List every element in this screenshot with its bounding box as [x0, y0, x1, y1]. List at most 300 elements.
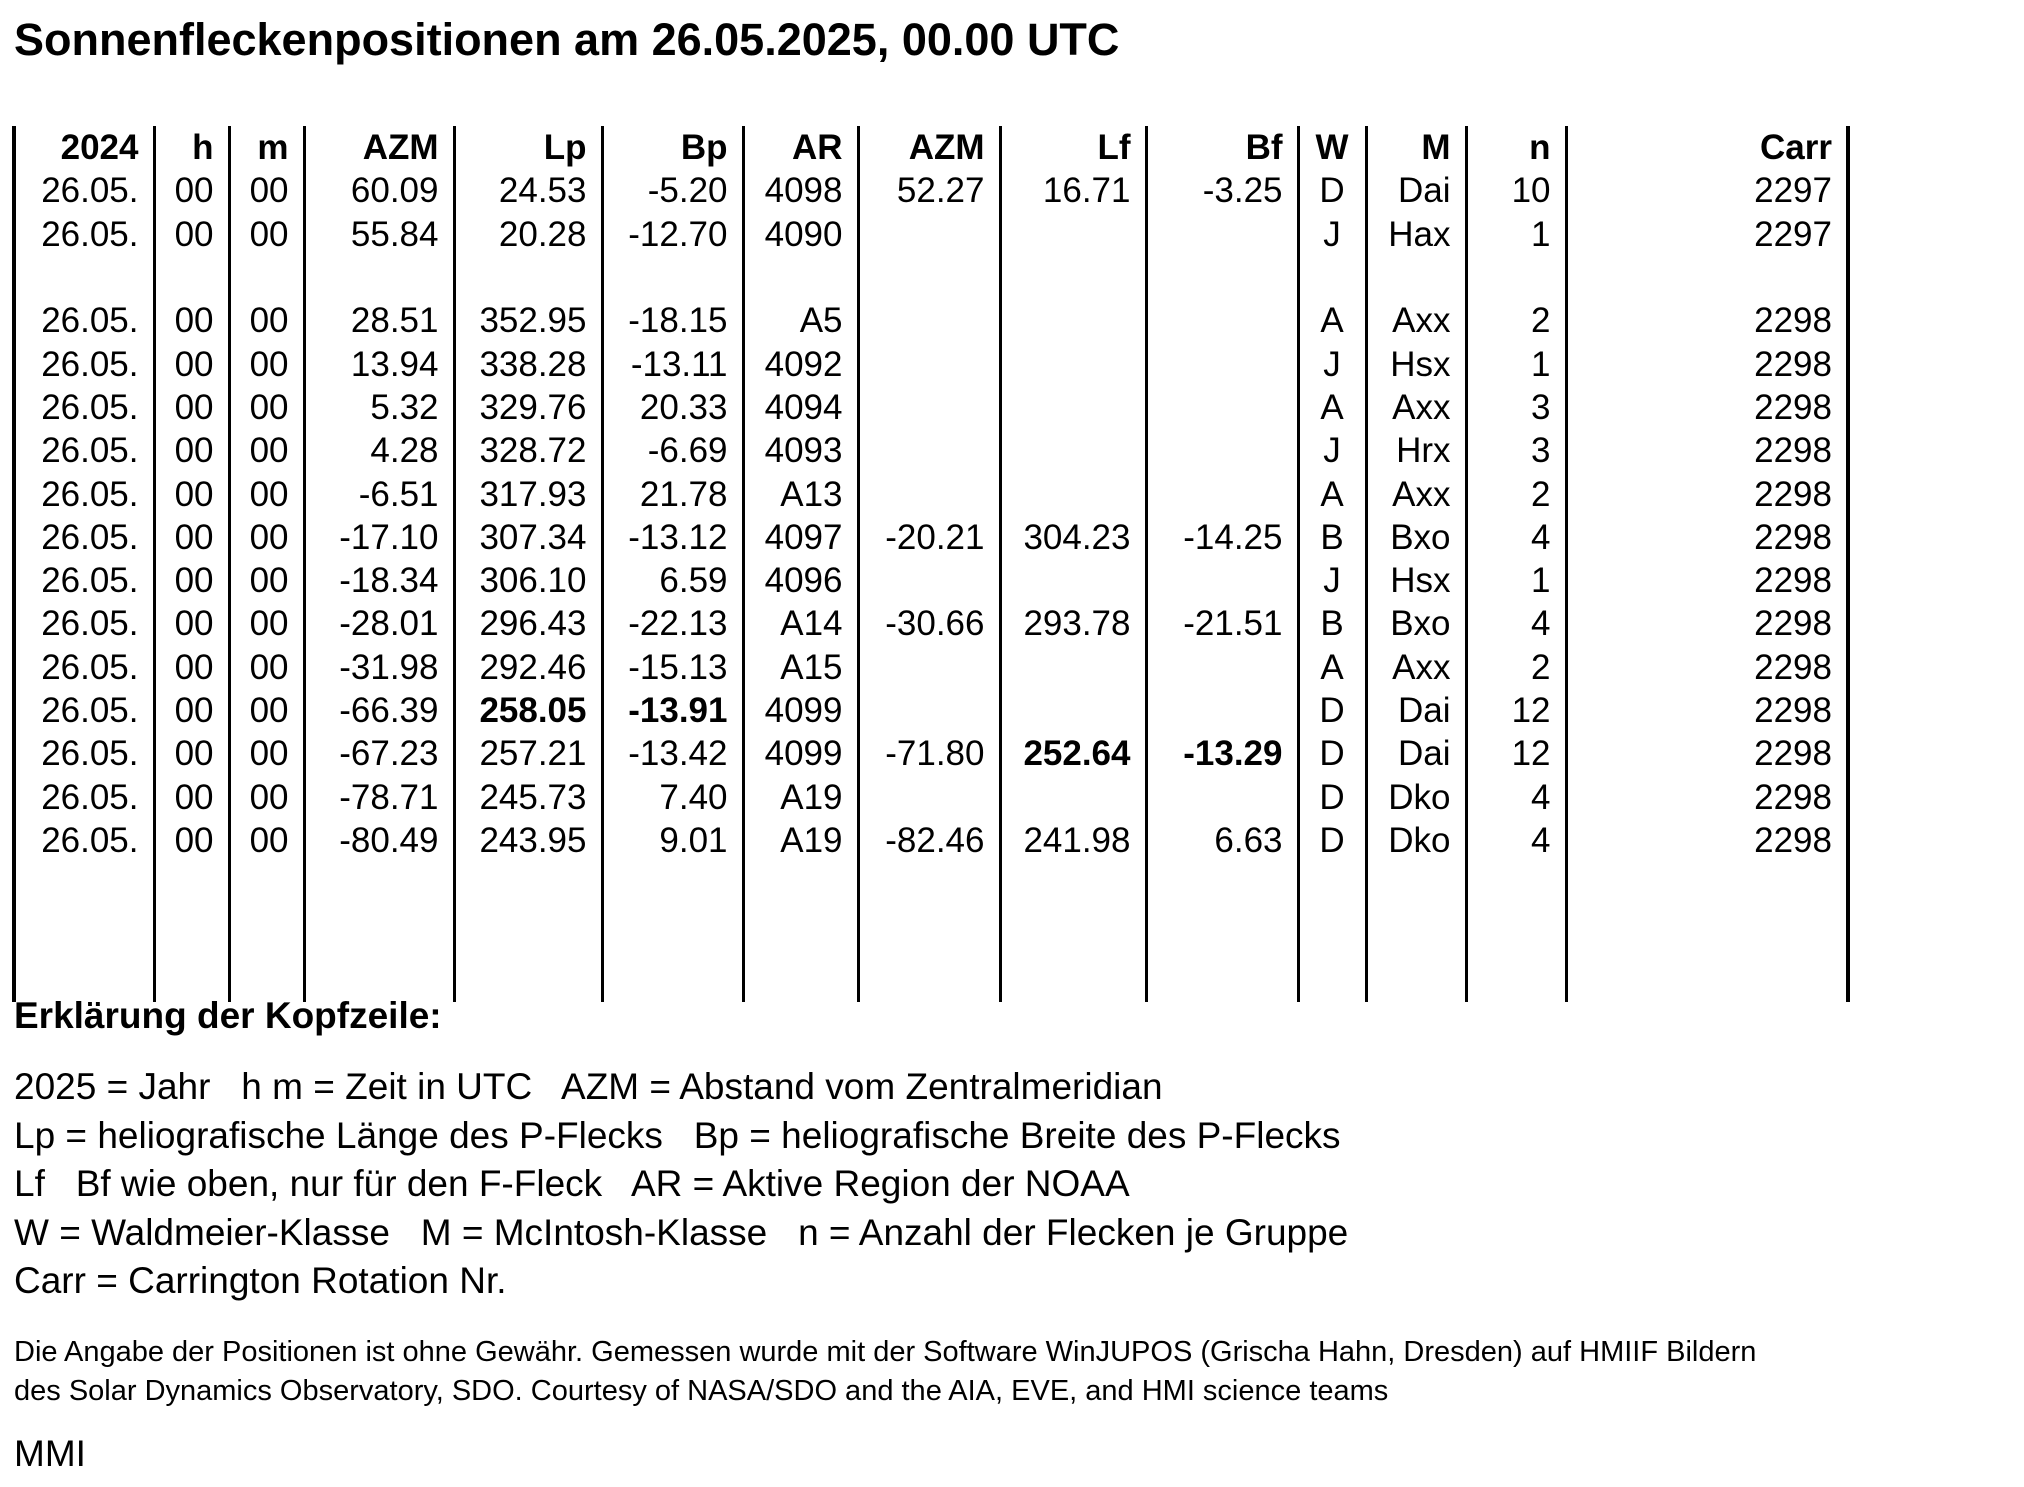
table-cell: Hrx [1366, 429, 1466, 472]
table-header-row [14, 126, 1864, 169]
table-cell: 2 [1466, 299, 1566, 342]
table-cell [1146, 775, 1298, 818]
table-cell: 26.05. [14, 689, 154, 732]
table-cell: 12 [1466, 689, 1566, 732]
table-cell [1146, 559, 1298, 602]
table-cell: -5.20 [602, 169, 743, 212]
table-cell [1466, 862, 1566, 1002]
table-cell: 2298 [1566, 602, 1848, 645]
table-cell: -13.91 [602, 689, 743, 732]
table-cell: 00 [229, 299, 304, 342]
table-cell [1848, 862, 1864, 1002]
table-cell [14, 256, 154, 299]
table-cell: 2298 [1566, 299, 1848, 342]
table-cell: -80.49 [304, 819, 454, 862]
table-cell: 00 [229, 732, 304, 775]
table-cell: 00 [229, 602, 304, 645]
legend-line: 2025 = Jahr h m = Zeit in UTC AZM = Abstand vom Zentralmeridian [14, 1066, 1163, 1107]
table-cell: 4 [1466, 819, 1566, 862]
note-line: des Solar Dynamics Observatory, SDO. Courtesy of NASA/SDO and the AIA, EVE, and HMI science teams [14, 1375, 1389, 1407]
table-cell [1000, 299, 1146, 342]
table-right-border [1848, 775, 1864, 818]
table-cell: -18.15 [602, 299, 743, 342]
table-cell: 4099 [743, 689, 858, 732]
table-cell: 293.78 [1000, 602, 1146, 645]
table-cell: A19 [743, 775, 858, 818]
table-cell: 2298 [1566, 342, 1848, 385]
table-right-border [1848, 732, 1864, 775]
table-cell: 26.05. [14, 213, 154, 256]
table-cell: -13.29 [1146, 732, 1298, 775]
table-cell: -6.51 [304, 472, 454, 515]
table-cell [1146, 472, 1298, 515]
table-cell: -78.71 [304, 775, 454, 818]
table-cell: -18.34 [304, 559, 454, 602]
table-cell: -22.13 [602, 602, 743, 645]
legend [14, 1063, 1348, 1306]
table-cell: 252.64 [1000, 732, 1146, 775]
table-cell: 2298 [1566, 559, 1848, 602]
table-cell: 20.33 [602, 386, 743, 429]
table-cell: 20.28 [454, 213, 602, 256]
table-cell: 304.23 [1000, 516, 1146, 559]
table-cell [1146, 299, 1298, 342]
table-cell [1000, 775, 1146, 818]
table-cell [229, 862, 304, 1002]
table-cell [743, 862, 858, 1002]
table-cell: 26.05. [14, 559, 154, 602]
table-cell: 2298 [1566, 472, 1848, 515]
table-cell [1000, 646, 1146, 689]
sunspot-table [12, 126, 1864, 1002]
column-header: AZM [858, 126, 1000, 169]
column-header: h [154, 126, 229, 169]
table-right-border [1848, 819, 1864, 862]
legend-line: Lf Bf wie oben, nur für den F-Fleck AR = Aktive Region der NOAA [14, 1163, 1130, 1204]
column-header: Lf [1000, 126, 1146, 169]
table-cell: 329.76 [454, 386, 602, 429]
table-cell: 00 [229, 169, 304, 212]
table-right-border [1848, 299, 1864, 342]
table-cell [858, 386, 1000, 429]
table-cell: 4094 [743, 386, 858, 429]
table-row [14, 775, 1864, 818]
table-right-border [1848, 342, 1864, 385]
table-row [14, 559, 1864, 602]
table-cell: 2297 [1566, 213, 1848, 256]
table-cell: Dko [1366, 775, 1466, 818]
table-cell: Axx [1366, 299, 1466, 342]
table-cell: 2298 [1566, 646, 1848, 689]
table-cell: 00 [154, 689, 229, 732]
table-cell: 00 [154, 299, 229, 342]
table-cell: 4 [1466, 775, 1566, 818]
table-cell: 2298 [1566, 819, 1848, 862]
table-cell [602, 862, 743, 1002]
table-cell: -15.13 [602, 646, 743, 689]
table-cell: D [1298, 169, 1366, 212]
table-cell: 26.05. [14, 602, 154, 645]
table-cell: 6.59 [602, 559, 743, 602]
table-cell: D [1298, 689, 1366, 732]
table-cell: -13.12 [602, 516, 743, 559]
table-cell: 28.51 [304, 299, 454, 342]
table-cell: 317.93 [454, 472, 602, 515]
table-cell: Axx [1366, 472, 1466, 515]
table-cell: Dai [1366, 689, 1466, 732]
table-cell: Hsx [1366, 559, 1466, 602]
table-right-border [1848, 516, 1864, 559]
table-cell: 4093 [743, 429, 858, 472]
table-cell [454, 256, 602, 299]
table-cell: 352.95 [454, 299, 602, 342]
disclaimer-note [14, 1333, 1756, 1411]
table-cell [1366, 862, 1466, 1002]
table-cell: -13.11 [602, 342, 743, 385]
table-cell: Hsx [1366, 342, 1466, 385]
table-row [14, 386, 1864, 429]
table-cell: 00 [154, 472, 229, 515]
table-cell: 00 [154, 516, 229, 559]
table-right-border [1848, 126, 1864, 169]
table-cell: Axx [1366, 386, 1466, 429]
table-cell [454, 862, 602, 1002]
table-cell: A19 [743, 819, 858, 862]
legend-line: W = Waldmeier-Klasse M = McIntosh-Klasse n = Anzahl der Flecken je Gruppe [14, 1211, 1349, 1253]
table-cell: D [1298, 775, 1366, 818]
table-cell: 00 [154, 213, 229, 256]
table-cell: -31.98 [304, 646, 454, 689]
table-cell: 2 [1466, 646, 1566, 689]
table-filler-row [14, 862, 1864, 1002]
table-cell: 10 [1466, 169, 1566, 212]
table-cell: D [1298, 819, 1366, 862]
table-cell: 4 [1466, 602, 1566, 645]
table-cell [743, 256, 858, 299]
table-cell: Dko [1366, 819, 1466, 862]
table-right-border [1848, 646, 1864, 689]
table-cell: 52.27 [858, 169, 1000, 212]
table-cell: 24.53 [454, 169, 602, 212]
table-cell: 306.10 [454, 559, 602, 602]
table-cell: 257.21 [454, 732, 602, 775]
table-cell: -21.51 [1146, 602, 1298, 645]
table-row [14, 429, 1864, 472]
table-cell [304, 862, 454, 1002]
table-cell: 307.34 [454, 516, 602, 559]
table-cell: 00 [154, 646, 229, 689]
table-row [14, 819, 1864, 862]
table-cell [1146, 342, 1298, 385]
table-cell [1000, 256, 1146, 299]
table-cell: 338.28 [454, 342, 602, 385]
table-cell [1000, 429, 1146, 472]
table-cell [1000, 342, 1146, 385]
table-cell: 00 [154, 819, 229, 862]
table-cell [1000, 862, 1146, 1002]
table-cell: -17.10 [304, 516, 454, 559]
table-cell: 1 [1466, 213, 1566, 256]
table-cell: 7.40 [602, 775, 743, 818]
table-cell [858, 213, 1000, 256]
table-cell: 21.78 [602, 472, 743, 515]
table-cell: 16.71 [1000, 169, 1146, 212]
table-row [14, 646, 1864, 689]
table-cell: A [1298, 472, 1366, 515]
table-row [14, 732, 1864, 775]
table-cell: 4096 [743, 559, 858, 602]
table-cell: 296.43 [454, 602, 602, 645]
legend-heading: Erklärung der Kopfzeile: [14, 995, 442, 1036]
table-cell [602, 256, 743, 299]
table-cell: 2298 [1566, 775, 1848, 818]
table-cell [1146, 386, 1298, 429]
table-cell: 55.84 [304, 213, 454, 256]
table-cell: A15 [743, 646, 858, 689]
table-cell: J [1298, 559, 1366, 602]
table-cell: J [1298, 429, 1366, 472]
table-cell: 26.05. [14, 775, 154, 818]
table-cell: 328.72 [454, 429, 602, 472]
table-row [14, 472, 1864, 515]
table-cell: -12.70 [602, 213, 743, 256]
table-cell: 00 [229, 386, 304, 429]
table-row [14, 169, 1864, 212]
table-cell [1298, 862, 1366, 1002]
table-right-border [1848, 559, 1864, 602]
table-cell: 00 [229, 775, 304, 818]
table-cell: Dai [1366, 169, 1466, 212]
table-cell [1146, 429, 1298, 472]
table-cell [1146, 862, 1298, 1002]
table-cell: 1 [1466, 559, 1566, 602]
table-cell: 12 [1466, 732, 1566, 775]
table-cell: 5.32 [304, 386, 454, 429]
table-cell: 00 [229, 819, 304, 862]
table-cell: 26.05. [14, 472, 154, 515]
table-cell: A5 [743, 299, 858, 342]
table-cell [858, 862, 1000, 1002]
table-row [14, 342, 1864, 385]
table-cell: 00 [154, 429, 229, 472]
author-signature: MMI [14, 1433, 86, 1474]
table-cell: 26.05. [14, 386, 154, 429]
table-cell [1000, 472, 1146, 515]
table-cell: 241.98 [1000, 819, 1146, 862]
table-cell: 4099 [743, 732, 858, 775]
table-cell: 258.05 [454, 689, 602, 732]
table-cell [858, 559, 1000, 602]
table-cell: 1 [1466, 342, 1566, 385]
table-cell: -14.25 [1146, 516, 1298, 559]
legend-line: Carr = Carrington Rotation Nr. [14, 1260, 507, 1301]
table-cell: 4098 [743, 169, 858, 212]
table-cell [229, 256, 304, 299]
table-cell: -3.25 [1146, 169, 1298, 212]
table-cell: 2298 [1566, 732, 1848, 775]
table-cell: A14 [743, 602, 858, 645]
column-header: n [1466, 126, 1566, 169]
table-cell: -28.01 [304, 602, 454, 645]
page-title: Sonnenfleckenpositionen am 26.05.2025, 00.00 UTC [14, 14, 1120, 65]
column-header: m [229, 126, 304, 169]
table-cell: -67.23 [304, 732, 454, 775]
table-cell: A [1298, 646, 1366, 689]
legend-line: Lp = heliografische Länge des P-Flecks Bp = heliografische Breite des P-Flecks [14, 1114, 1341, 1156]
table-cell [1000, 213, 1146, 256]
column-header: W [1298, 126, 1366, 169]
table-cell [1566, 256, 1848, 299]
table-row [14, 602, 1864, 645]
table-cell [1366, 256, 1466, 299]
table-cell: 00 [154, 732, 229, 775]
table-cell: 2298 [1566, 516, 1848, 559]
column-header: Bf [1146, 126, 1298, 169]
table-cell: -30.66 [858, 602, 1000, 645]
table-cell: 00 [229, 213, 304, 256]
table-cell: 3 [1466, 386, 1566, 429]
table-cell: 13.94 [304, 342, 454, 385]
table-cell [1146, 646, 1298, 689]
table-cell [1146, 689, 1298, 732]
table-row [14, 689, 1864, 732]
table-cell: -82.46 [858, 819, 1000, 862]
table-right-border [1848, 213, 1864, 256]
table-cell [858, 299, 1000, 342]
table-row [14, 256, 1864, 299]
table-cell: 00 [229, 429, 304, 472]
table-right-border [1848, 689, 1864, 732]
column-header: Bp [602, 126, 743, 169]
table-cell: J [1298, 213, 1366, 256]
table-cell [1000, 559, 1146, 602]
table-cell: 2298 [1566, 689, 1848, 732]
table-cell [1566, 862, 1848, 1002]
table-row [14, 213, 1864, 256]
table-cell: -66.39 [304, 689, 454, 732]
table-cell: 4092 [743, 342, 858, 385]
table-cell: 00 [154, 169, 229, 212]
table-cell: 00 [154, 775, 229, 818]
table-cell: 2 [1466, 472, 1566, 515]
table-cell [858, 689, 1000, 732]
table-row [14, 516, 1864, 559]
table-cell: Axx [1366, 646, 1466, 689]
table-cell: -13.42 [602, 732, 743, 775]
column-header: 2024 [14, 126, 154, 169]
table-right-border [1848, 472, 1864, 515]
sunspot-table-container [12, 126, 1864, 1002]
table-cell [1146, 213, 1298, 256]
table-cell: 00 [229, 559, 304, 602]
table-cell: A13 [743, 472, 858, 515]
table-cell: 6.63 [1146, 819, 1298, 862]
table-right-border [1848, 256, 1864, 299]
table-cell: 00 [154, 386, 229, 429]
table-cell [858, 646, 1000, 689]
table-cell: B [1298, 516, 1366, 559]
table-cell: 00 [229, 689, 304, 732]
table-cell: D [1298, 732, 1366, 775]
table-cell: 26.05. [14, 299, 154, 342]
table-cell: 9.01 [602, 819, 743, 862]
table-cell [1146, 256, 1298, 299]
table-cell: -6.69 [602, 429, 743, 472]
table-cell [1000, 386, 1146, 429]
table-cell: 26.05. [14, 342, 154, 385]
table-cell: B [1298, 602, 1366, 645]
table-right-border [1848, 169, 1864, 212]
table-cell: 4.28 [304, 429, 454, 472]
table-cell: 243.95 [454, 819, 602, 862]
table-cell: 26.05. [14, 429, 154, 472]
table-cell [304, 256, 454, 299]
table-cell: 00 [229, 342, 304, 385]
table-right-border [1848, 429, 1864, 472]
table-cell [858, 472, 1000, 515]
table-cell: 00 [154, 602, 229, 645]
table-cell: 26.05. [14, 169, 154, 212]
table-cell: A [1298, 386, 1366, 429]
column-header: M [1366, 126, 1466, 169]
table-cell [1298, 256, 1366, 299]
table-cell: 4097 [743, 516, 858, 559]
table-cell: 26.05. [14, 516, 154, 559]
table-cell: 3 [1466, 429, 1566, 472]
table-cell [154, 256, 229, 299]
table-right-border [1848, 602, 1864, 645]
table-cell: 245.73 [454, 775, 602, 818]
table-cell: 4090 [743, 213, 858, 256]
table-row [14, 299, 1864, 342]
table-cell: 00 [229, 646, 304, 689]
table-cell [858, 342, 1000, 385]
table-cell: 26.05. [14, 732, 154, 775]
table-cell: Hax [1366, 213, 1466, 256]
table-cell: 2298 [1566, 386, 1848, 429]
table-cell: Dai [1366, 732, 1466, 775]
table-cell [858, 775, 1000, 818]
column-header: AR [743, 126, 858, 169]
column-header: Carr [1566, 126, 1848, 169]
note-line: Die Angabe der Positionen ist ohne Gewähr. Gemessen wurde mit der Software WinJUPOS (Grischa Hahn, Dresden) auf HMIIF Bildern [14, 1336, 1757, 1368]
table-cell [14, 862, 154, 1002]
table-cell: 4 [1466, 516, 1566, 559]
table-cell: Bxo [1366, 516, 1466, 559]
table-cell: -71.80 [858, 732, 1000, 775]
table-cell: 2297 [1566, 169, 1848, 212]
table-cell: J [1298, 342, 1366, 385]
table-right-border [1848, 386, 1864, 429]
column-header: AZM [304, 126, 454, 169]
table-cell: 2298 [1566, 429, 1848, 472]
table-cell: 26.05. [14, 646, 154, 689]
table-cell: 292.46 [454, 646, 602, 689]
table-cell: A [1298, 299, 1366, 342]
table-cell: 00 [154, 559, 229, 602]
table-cell: -20.21 [858, 516, 1000, 559]
table-cell [1000, 689, 1146, 732]
column-header: Lp [454, 126, 602, 169]
table-cell: 26.05. [14, 819, 154, 862]
table-cell [858, 429, 1000, 472]
table-cell: 60.09 [304, 169, 454, 212]
table-cell [858, 256, 1000, 299]
table-cell: 00 [229, 516, 304, 559]
table-cell [154, 862, 229, 1002]
table-cell: 00 [229, 472, 304, 515]
table-cell: 00 [154, 342, 229, 385]
